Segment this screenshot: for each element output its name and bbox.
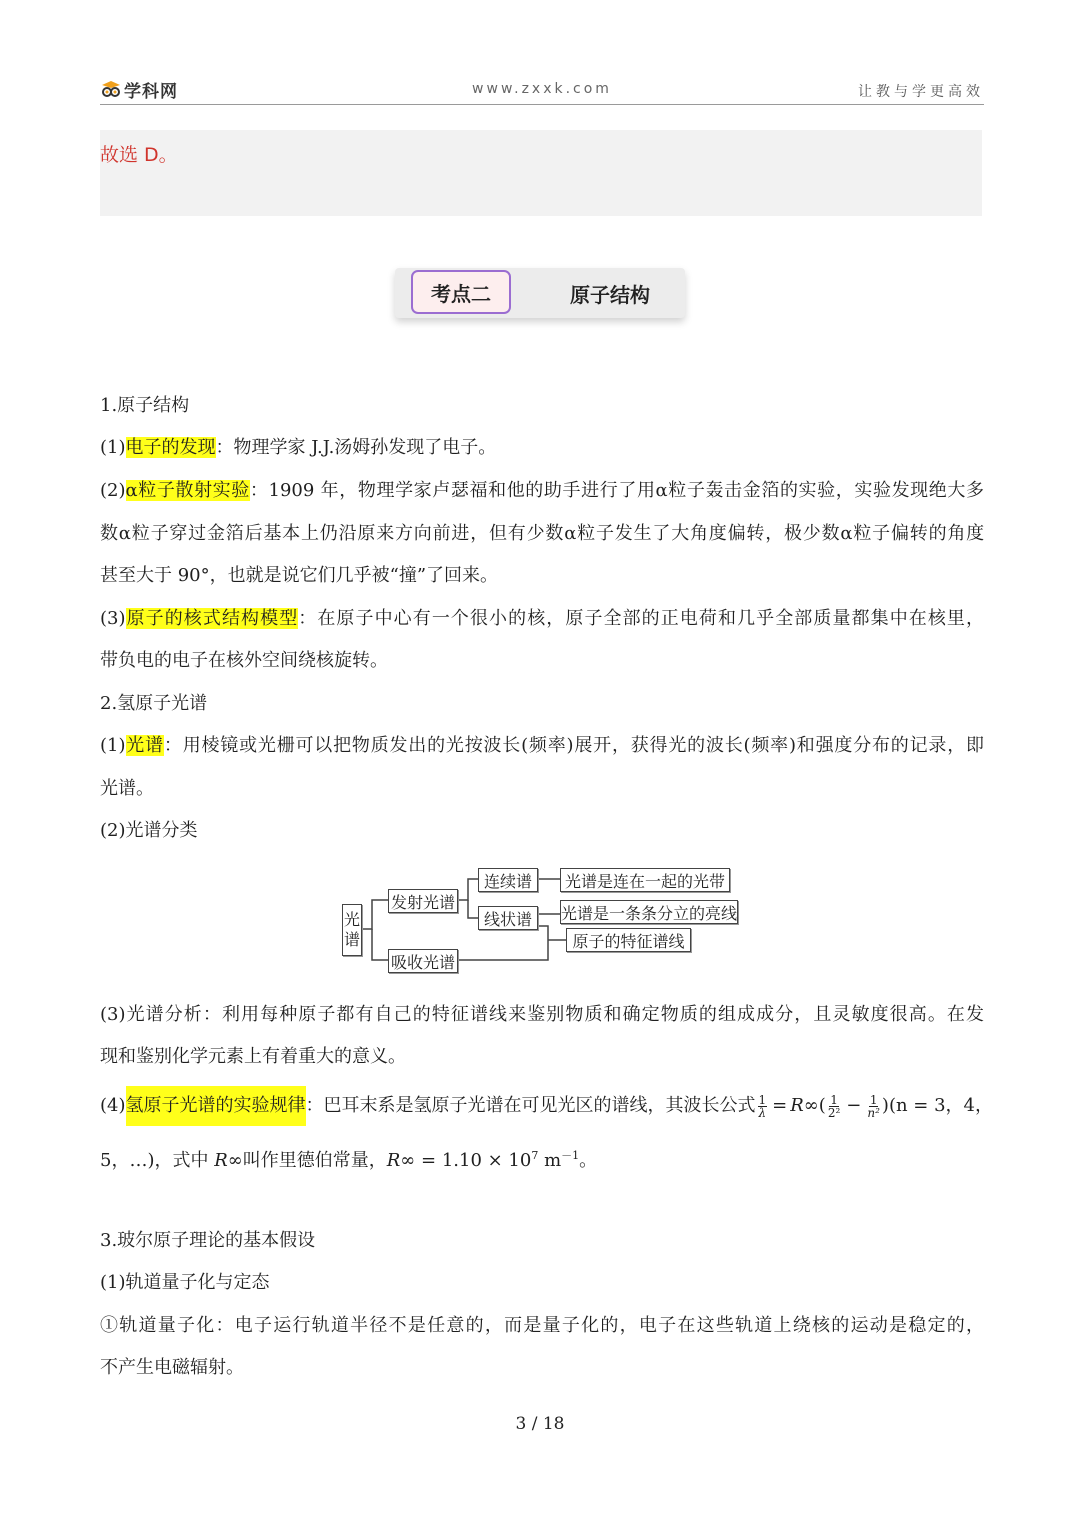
paragraph-line: ①轨道量子化：电子运行轨道半径不是任意的，而是量子化的，电子在这些轨道上绕核的运动是稳定的， bbox=[100, 1315, 984, 1336]
item-prefix: (3) bbox=[100, 608, 126, 629]
section-title: 3.玻尔原子理论的基本假设 bbox=[100, 1230, 316, 1251]
topic-title: 原子结构 bbox=[570, 282, 650, 307]
continuous-desc-box: 光谱是连在一起的光带 bbox=[560, 868, 730, 892]
continuous-spectrum-box: 连续谱 bbox=[478, 868, 538, 892]
slogan: 让教与学更高效 bbox=[858, 84, 984, 100]
characteristic-lines-box: 原子的特征谱线 bbox=[566, 928, 691, 952]
paragraph-text: ：巴耳末系是氢原子光谱在可见光区的谱线，其波长公式 bbox=[305, 1095, 756, 1116]
fraction: $\frac{1}{\lambda}$ bbox=[758, 1092, 767, 1120]
fraction: $\frac{1}{\text{2²}}$ bbox=[827, 1092, 841, 1120]
highlighted-term: α粒子散射实验 bbox=[125, 480, 250, 501]
absorption-spectrum-box: 吸收光谱 bbox=[388, 949, 458, 973]
highlighted-term: 氢原子光谱的实验规律 bbox=[126, 1086, 306, 1126]
item-prefix: (1) bbox=[100, 735, 126, 756]
paragraph-line: 不产生电磁辐射。 bbox=[100, 1357, 244, 1378]
item-prefix: (2) bbox=[100, 480, 126, 501]
fraction: $\frac{1}{\text{n²}}$ bbox=[867, 1092, 880, 1120]
logo-text: 学科网 bbox=[124, 81, 178, 102]
highlighted-term: 电子的发现 bbox=[125, 437, 216, 458]
paragraph-line: 光谱。 bbox=[100, 778, 154, 799]
line-spectrum-box: 线状谱 bbox=[478, 906, 538, 930]
paragraph-text: ：物理学家 J.J.汤姆孙发现了电子。 bbox=[215, 437, 497, 458]
paragraph-line bbox=[100, 734, 984, 758]
paragraph-line bbox=[100, 1086, 993, 1126]
topic-number: 考点二 bbox=[411, 270, 511, 314]
site-url[interactable]: www.zxxk.com bbox=[472, 81, 612, 97]
item-prefix: (1) bbox=[100, 437, 126, 458]
spectrum-classification-diagram bbox=[340, 862, 740, 974]
paragraph-line bbox=[100, 479, 984, 503]
root-spectrum-box: 光 谱 bbox=[342, 904, 362, 956]
paragraph-text: ：1909 年，物理学家卢瑟福和他的助手进行了用α粒子轰击金箔的实验，实验发现绝大多 bbox=[249, 480, 985, 501]
paragraph-line: 现和鉴别化学元素上有着重大的意义。 bbox=[100, 1046, 406, 1067]
section-title: 1.原子结构 bbox=[100, 395, 190, 416]
highlighted-term: 原子的核式结构模型 bbox=[125, 608, 299, 629]
answer-box bbox=[100, 130, 982, 216]
paragraph bbox=[100, 436, 984, 460]
paragraph-line bbox=[100, 607, 984, 631]
page-number: 3 / 18 bbox=[515, 1414, 565, 1434]
paragraph-line: (1)轨道量子化与定态 bbox=[100, 1272, 270, 1293]
emission-spectrum-box: 发射光谱 bbox=[388, 889, 458, 913]
paragraph-text: ：在原子中心有一个很小的核，原子全部的正电荷和几乎全部质量都集中在核里， bbox=[298, 608, 984, 629]
highlighted-term: 光谱 bbox=[125, 735, 164, 756]
paragraph-text: (n = 3，4， bbox=[888, 1095, 993, 1116]
paragraph-line: 带负电的电子在核外空间绕核旋转。 bbox=[100, 650, 388, 671]
item-prefix: (4) bbox=[100, 1095, 126, 1116]
section-title: 2.氢原子光谱 bbox=[100, 693, 208, 714]
page-header bbox=[100, 76, 984, 105]
answer-text: 故选 D。 bbox=[100, 144, 178, 166]
paragraph-line: 数α粒子穿过金箔后基本上仍沿原来方向前进，但有少数α粒子发生了大角度偏转，极少数α粒子偏转的角度 bbox=[100, 523, 984, 544]
paragraph-line: 甚至大于 90°，也就是说它们几乎被“撞”了回来。 bbox=[100, 565, 499, 586]
paragraph-line: (2)光谱分类 bbox=[100, 820, 198, 841]
paragraph-line: (3)光谱分析：利用每种原子都有自己的特征谱线来鉴别物质和确定物质的组成成分，且灵敏度很高。在发 bbox=[100, 1004, 984, 1025]
paragraph-text: ：用棱镜或光栅可以把物质发出的光按波长(频率)展开，获得光的波长(频率)和强度分布的记录，即 bbox=[163, 735, 984, 756]
balmer-formula: $\frac{1}{\lambda}$ = R∞ ( $\frac{1}{\text{2²}}$ − $\frac{1}{\text{n²}}$ ) bbox=[758, 1092, 889, 1120]
topic-banner bbox=[395, 268, 685, 318]
paragraph-line: 5，…)，式中 R∞叫作里德伯常量，$R\infty = 1.10 \times 10^7$ $m^{-1}$。 bbox=[100, 1149, 598, 1171]
line-desc-box: 光谱是一条条分立的亮线 bbox=[560, 900, 738, 924]
